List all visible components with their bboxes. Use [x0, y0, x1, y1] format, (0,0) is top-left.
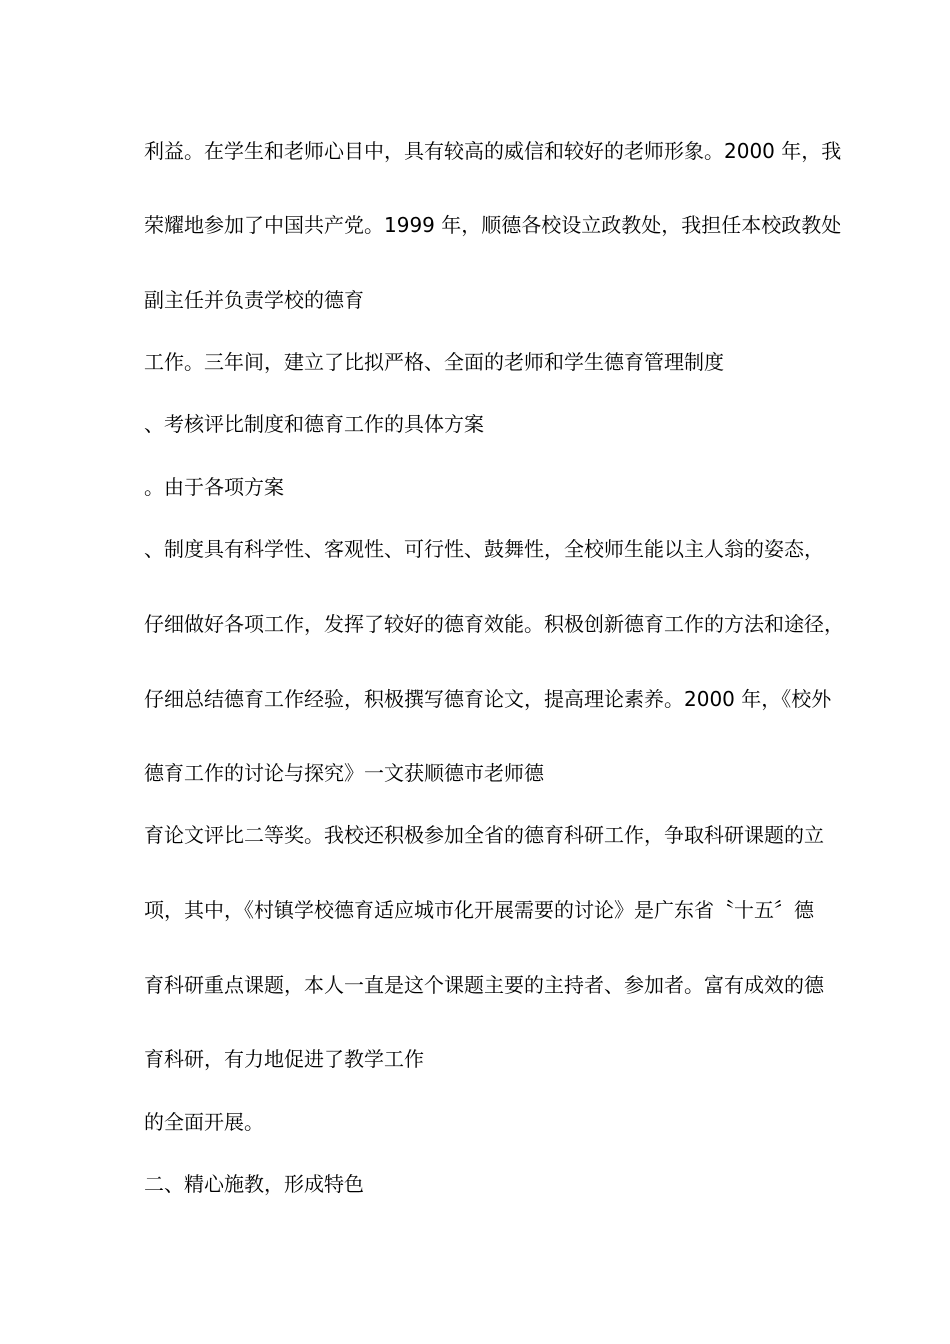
paragraph-line-1: 利益。在学生和老师心目中，具有较高的威信和较好的老师形象。2000 年，我: [144, 139, 842, 163]
paragraph-line-7: 、制度具有科学性、客观性、可行性、鼓舞性，全校师生能以主人翁的姿态，: [144, 537, 824, 561]
paragraph-line-8: 仔细做好各项工作，发挥了较好的德育效能。积极创新德育工作的方法和途径，: [144, 612, 844, 636]
paragraph-line-2: 荣耀地参加了中国共产党。1999 年，顺德各校设立政教处，我担任本校政教处: [144, 213, 842, 237]
paragraph-line-11: 育论文评比二等奖。我校还积极参加全省的德育科研工作，争取科研课题的立: [144, 823, 824, 847]
paragraph-line-13: 育科研重点课题，本人一直是这个课题主要的主持者、参加者。富有成效的德: [144, 973, 824, 997]
paragraph-line-3: 副主任并负责学校的德育: [144, 288, 364, 312]
paragraph-line-12: 项，其中，《村镇学校德育适应城市化开展需要的讨论》是广东省〝十五〞德: [144, 898, 814, 922]
paragraph-line-4: 工作。三年间，建立了比拟严格、全面的老师和学生德育管理制度: [144, 350, 724, 374]
paragraph-line-15: 的全面开展。: [144, 1110, 264, 1134]
paragraph-line-5: 、考核评比制度和德育工作的具体方案: [144, 412, 484, 436]
paragraph-line-14: 育科研，有力地促进了教学工作: [144, 1047, 424, 1071]
section-heading: 二、精心施教，形成特色: [144, 1172, 364, 1196]
paragraph-line-6: 。由于各项方案: [144, 475, 284, 499]
paragraph-line-9: 仔细总结德育工作经验，积极撰写德育论文，提高理论素养。2000 年，《校外: [144, 687, 832, 711]
paragraph-line-10: 德育工作的讨论与探究》一文获顺德市老师德: [144, 761, 544, 785]
